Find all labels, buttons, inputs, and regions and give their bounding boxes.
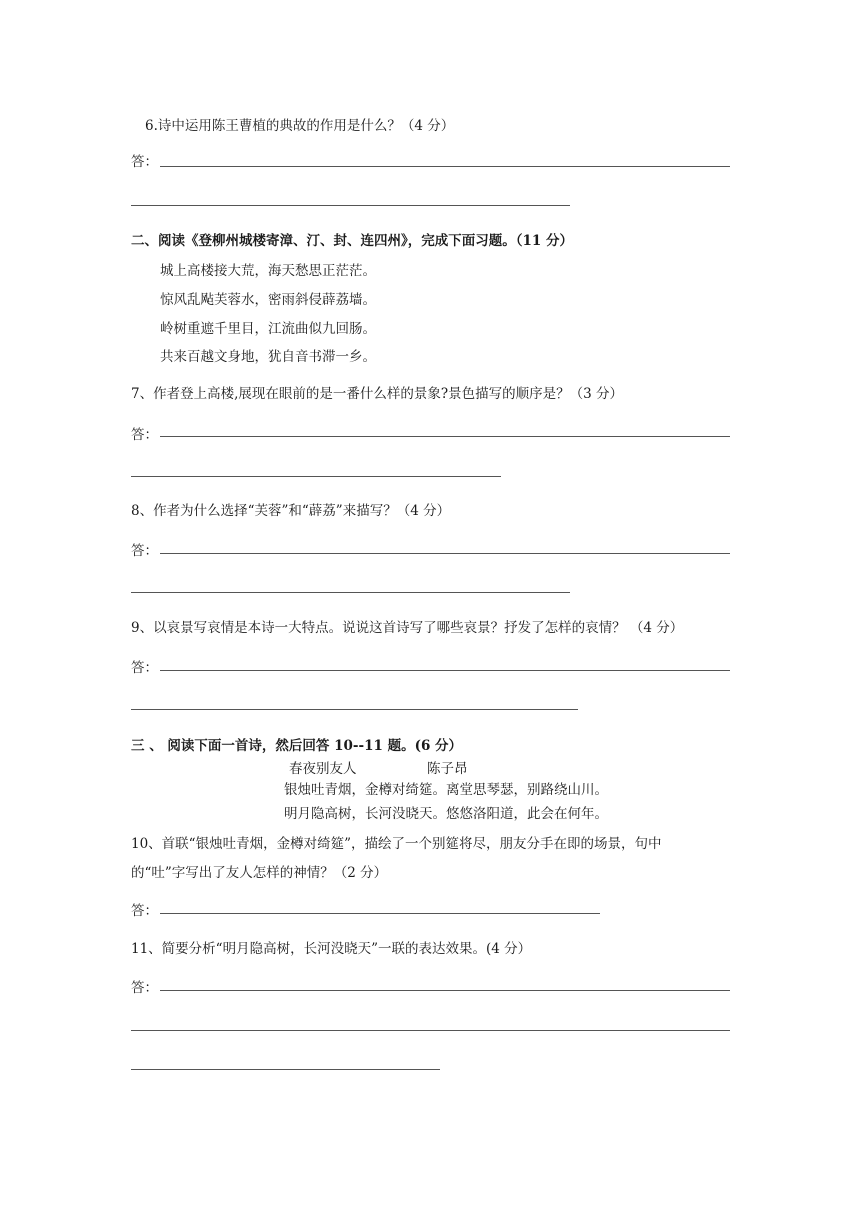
question-8: 8、作者为什么选择“芙蓉”和“薜荔”来描写？（4 分） (131, 503, 451, 519)
answer-line-9a[interactable] (160, 670, 730, 671)
question-6: 6.诗中运用陈王曹植的典故的作用是什么？（4 分） (145, 118, 455, 134)
poem-line-1: 城上高楼接大荒，海天愁思正茫茫。 (160, 263, 376, 279)
question-7: 7、作者登上高楼,展现在眼前的是一番什么样的景象?景色描写的顺序是？（3 分） (131, 386, 623, 402)
answer-line-11c[interactable] (131, 1069, 440, 1070)
poem-line-4: 共来百越文身地，犹自音书滞一乡。 (160, 349, 376, 365)
answer-line-7b[interactable] (131, 476, 501, 477)
poem-line-2: 惊风乱飐芙蓉水，密雨斜侵薜荔墙。 (160, 292, 376, 308)
answer-line-11a[interactable] (160, 990, 730, 991)
answer-line-7a[interactable] (160, 436, 730, 437)
answer-line-8a[interactable] (160, 553, 730, 554)
answer-line-6b[interactable] (131, 205, 570, 206)
section-2-heading: 二、阅读《登柳州城楼寄漳、汀、封、连四州》，完成下面习题。（11 分） (131, 233, 573, 249)
answer-label-9: 答： (131, 660, 158, 676)
section-3-heading: 三 、 阅读下面一首诗，然后回答 10--11 题。(6 分） (131, 738, 463, 754)
poem-line-3: 岭树重遮千里目，江流曲似九回肠。 (160, 321, 376, 337)
answer-label-7: 答： (131, 427, 158, 443)
answer-line-10[interactable] (160, 913, 600, 914)
poem-title: 春夜别友人 (289, 761, 357, 777)
answer-label-6: 答： (131, 154, 158, 170)
question-9: 9、以哀景写哀情是本诗一大特点。说说这首诗写了哪些哀景？抒发了怎样的哀情？ （4 分） (131, 620, 684, 636)
answer-line-11b[interactable] (131, 1030, 730, 1031)
poem-line-6: 明月隐高树，长河没晓天。悠悠洛阳道，此会在何年。 (284, 806, 608, 822)
poem-author: 陈子昂 (427, 761, 468, 777)
answer-label-11: 答： (131, 980, 158, 996)
answer-label-8: 答： (131, 543, 158, 559)
question-10-line-2: 的“吐”字写出了友人怎样的神情？（2 分） (131, 865, 388, 881)
answer-line-9b[interactable] (131, 709, 578, 710)
poem-line-5: 银烛吐青烟，金樽对绮筵。离堂思琴瑟，别路绕山川。 (284, 782, 608, 798)
answer-line-6a[interactable] (160, 166, 730, 167)
question-10-line-1: 10、首联“银烛吐青烟，金樽对绮筵”，描绘了一个别筵将尽，朋友分手在即的场景，句中 (131, 836, 662, 852)
answer-label-10: 答： (131, 903, 158, 919)
answer-line-8b[interactable] (131, 592, 570, 593)
question-11: 11、简要分析“明月隐高树，长河没晓天”一联的表达效果。(4 分） (131, 941, 532, 957)
